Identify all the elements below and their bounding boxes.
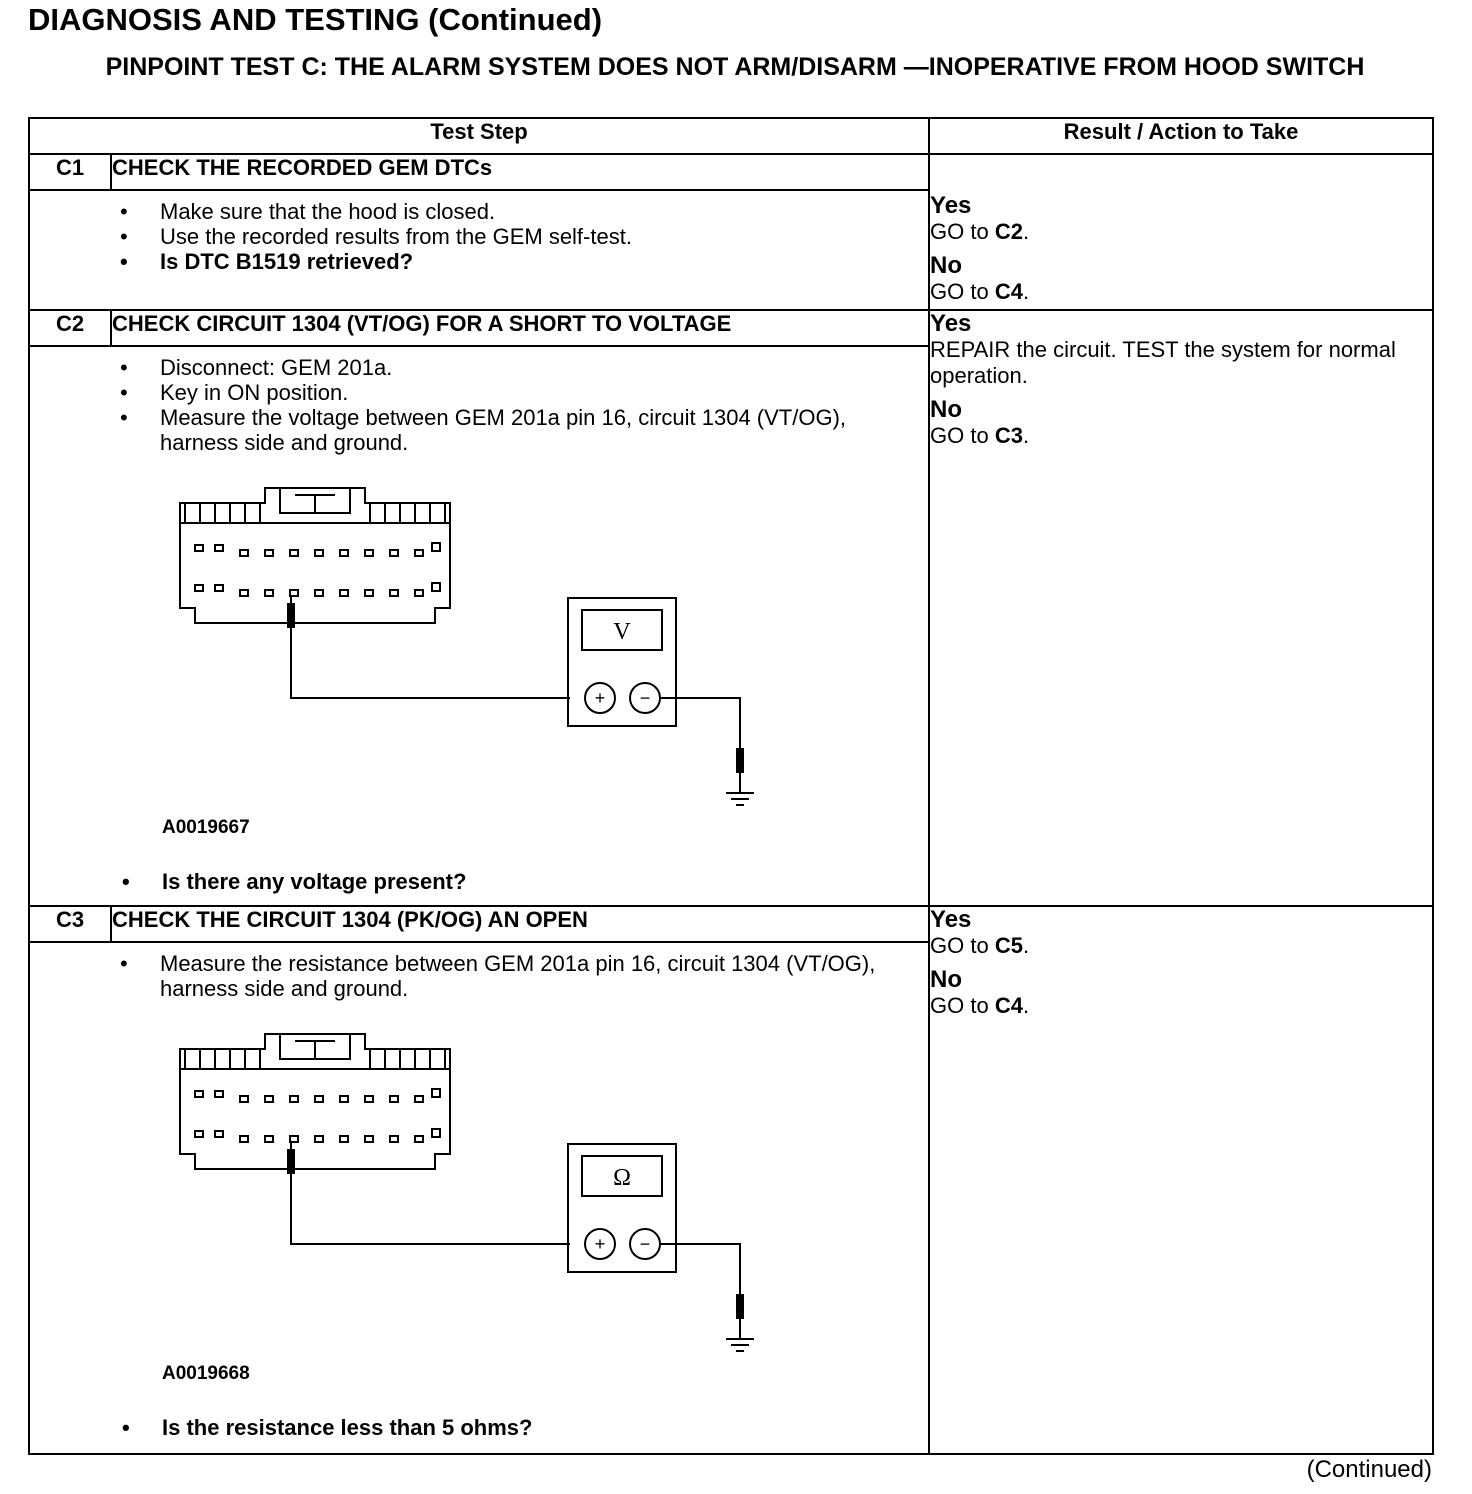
step-bullet: • Measure the voltage between GEM 201a pin 16, circuit 1304 (VT/OG), harness side and ground. — [160, 405, 928, 455]
probe-tip — [287, 1149, 295, 1174]
meter-minus-terminal: − — [639, 688, 651, 708]
step-body — [29, 942, 929, 1454]
step-bullet: • Measure the resistance between GEM 201a pin 16, circuit 1304 (VT/OG), harness side and ground. — [160, 951, 928, 1001]
pin-row-top — [195, 1089, 440, 1102]
ground-probe — [736, 1294, 744, 1319]
result-no-label: No — [930, 966, 963, 993]
step-id: C3 — [29, 906, 111, 942]
step-id: C1 — [29, 154, 111, 190]
step-body — [29, 190, 929, 310]
result-yes-action: GO to C2. — [930, 219, 1030, 244]
step-body — [29, 346, 929, 906]
step-id: C2 — [29, 310, 111, 346]
pinpoint-test-title: PINPOINT TEST C: THE ALARM SYSTEM DOES NOT ARM/DISARM —INOPERATIVE FROM HOOD SWITCH — [105, 53, 1365, 81]
voltmeter-connector-diagram — [170, 473, 790, 813]
step-title: CHECK THE CIRCUIT 1304 (PK/OG) AN OPEN — [111, 906, 929, 942]
ohmmeter-connector-diagram — [170, 1019, 790, 1359]
result-yes-action: GO to C5. — [930, 933, 1030, 958]
result-no-label: No — [930, 252, 963, 279]
figure-id: A0019668 — [162, 1363, 250, 1384]
result-no-action: GO to C4. — [930, 993, 1030, 1018]
header-result-action: Result / Action to Take — [929, 118, 1433, 154]
result-no-action: GO to C3. — [930, 423, 1030, 448]
step-bullet: • Key in ON position. — [160, 380, 928, 405]
step-title: CHECK CIRCUIT 1304 (VT/OG) FOR A SHORT TO VOLTAGE — [111, 310, 929, 346]
voltmeter-symbol: V — [613, 619, 631, 645]
result-no-label: No — [930, 396, 963, 423]
step-bullet: • Make sure that the hood is closed. — [160, 199, 928, 224]
pin-row-top — [195, 543, 440, 556]
result-yes-action: REPAIR the circuit. TEST the system for normal operation. — [930, 337, 1396, 388]
result-yes-label: Yes — [930, 192, 972, 219]
ground-probe — [736, 748, 744, 773]
meter-plus-terminal: + — [594, 688, 606, 708]
ohmmeter-symbol: Ω — [613, 1165, 631, 1191]
pinpoint-test-table — [28, 117, 1434, 1455]
page-title: DIAGNOSIS AND TESTING (Continued) — [28, 2, 603, 37]
step-question: • Is the resistance less than 5 ohms? — [122, 1415, 928, 1441]
continued-note: (Continued) — [1306, 1456, 1432, 1483]
result-no-action: GO to C4. — [930, 279, 1030, 304]
step-bullet: • Use the recorded results from the GEM self-test. — [160, 224, 928, 249]
step-bullet: • Disconnect: GEM 201a. — [160, 355, 928, 380]
step-result — [929, 154, 1433, 310]
step-title: CHECK THE RECORDED GEM DTCs — [111, 154, 929, 190]
step-question: • Is DTC B1519 retrieved? — [160, 249, 928, 274]
step-result — [929, 906, 1433, 1454]
result-yes-label: Yes — [930, 310, 972, 337]
pin-row-bottom — [195, 1129, 440, 1142]
probe-tip — [287, 603, 295, 628]
result-yes-label: Yes — [930, 906, 972, 933]
step-question: • Is there any voltage present? — [122, 869, 928, 895]
header-test-step: Test Step — [29, 118, 929, 154]
meter-plus-terminal: + — [594, 1234, 606, 1254]
figure-id: A0019667 — [162, 817, 250, 838]
meter-minus-terminal: − — [639, 1234, 651, 1254]
step-result — [929, 310, 1433, 906]
pin-row-bottom — [195, 583, 440, 596]
